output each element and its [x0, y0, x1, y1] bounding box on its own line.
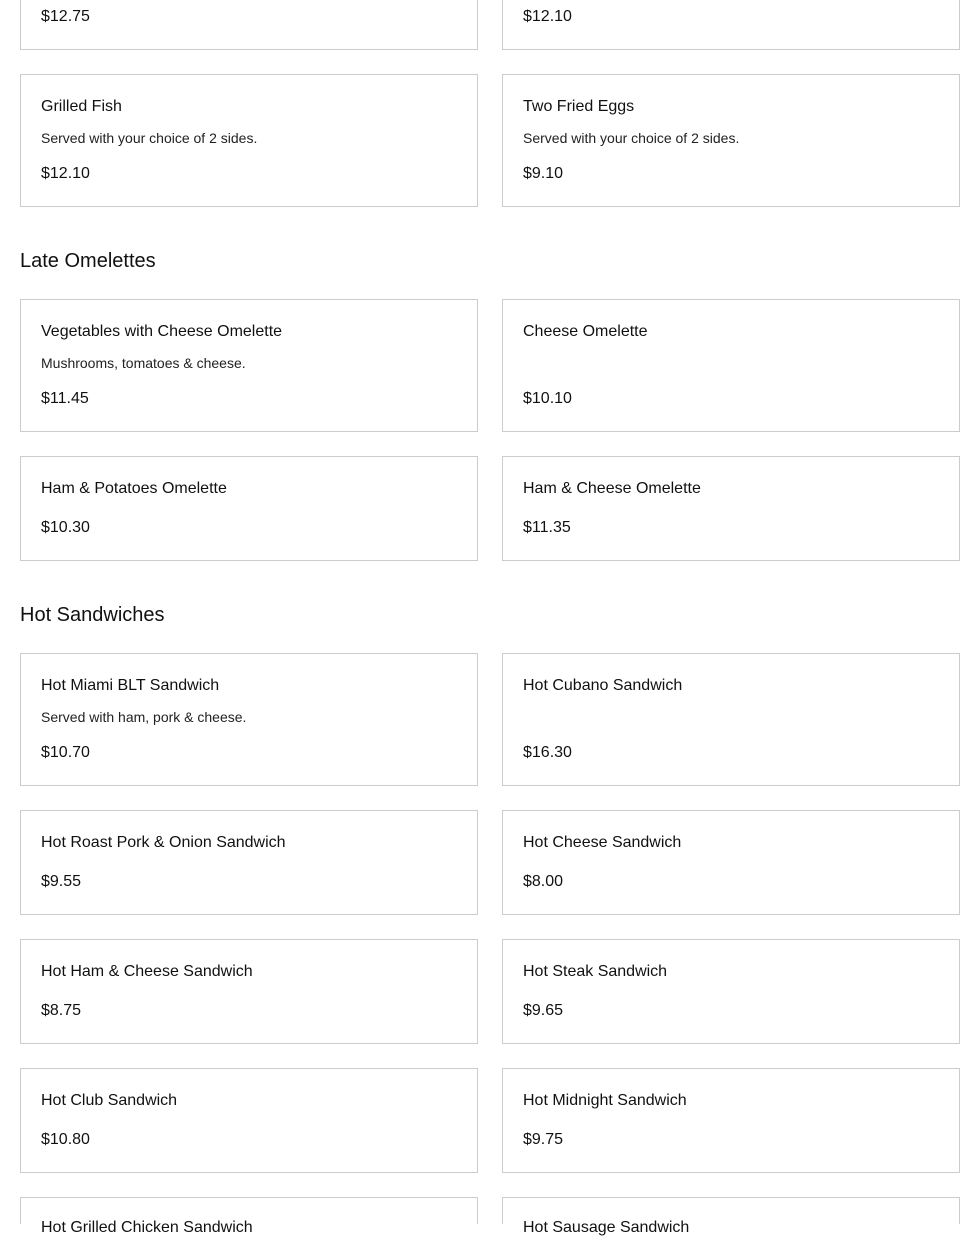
item-price: $10.80 — [41, 1131, 90, 1148]
menu-item-card[interactable] — [20, 653, 478, 786]
item-name: Hot Club Sandwich — [41, 1092, 178, 1109]
item-name: Hot Sausage Sandwich — [523, 1219, 690, 1236]
item-price: $10.70 — [41, 744, 90, 761]
menu-item-card[interactable] — [502, 939, 960, 1044]
item-name: Cheese Omelette — [523, 323, 648, 340]
item-name: Hot Roast Pork & Onion Sandwich — [41, 834, 286, 851]
item-description: Served with your choice of 2 sides. — [41, 130, 258, 146]
item-name: Two Fried Eggs — [523, 98, 635, 115]
menu-item-card[interactable] — [20, 939, 478, 1044]
item-name: Hot Steak Sandwich — [523, 963, 668, 980]
menu-item-card[interactable] — [20, 74, 478, 207]
menu-item-card[interactable] — [20, 1068, 478, 1173]
item-name: Hot Grilled Chicken Sandwich — [41, 1219, 253, 1236]
menu-item-card[interactable] — [20, 0, 478, 50]
section-title-hot-sandwiches: Hot Sandwiches — [20, 604, 165, 626]
item-description: Served with ham, pork & cheese. — [41, 709, 247, 725]
item-price: $9.75 — [523, 1131, 564, 1148]
item-price: $11.35 — [523, 519, 571, 536]
menu-item-card[interactable] — [502, 456, 960, 561]
menu-item-card[interactable] — [502, 299, 960, 432]
item-name: Hot Ham & Cheese Sandwich — [41, 963, 253, 980]
item-price: $9.55 — [41, 873, 82, 890]
menu-item-card[interactable] — [20, 1197, 478, 1236]
menu-item-card[interactable] — [502, 653, 960, 786]
item-price: $9.10 — [523, 165, 564, 182]
menu-item-card[interactable] — [502, 1197, 960, 1236]
menu-item-card[interactable] — [502, 1068, 960, 1173]
menu-item-card[interactable] — [502, 810, 960, 915]
item-name: Hot Cubano Sandwich — [523, 677, 683, 694]
item-name: Hot Cheese Sandwich — [523, 834, 682, 851]
item-name: Ham & Potatoes Omelette — [41, 480, 227, 497]
item-price: $10.10 — [523, 390, 572, 407]
menu-item-card[interactable] — [502, 0, 960, 50]
item-description: Served with your choice of 2 sides. — [523, 130, 740, 146]
menu-item-card[interactable] — [20, 810, 478, 915]
section-title-late-omelettes: Late Omelettes — [20, 250, 156, 272]
item-price: $8.75 — [41, 1002, 82, 1019]
menu-item-card[interactable] — [20, 299, 478, 432]
item-description: Mushrooms, tomatoes & cheese. — [41, 355, 246, 371]
item-price: $9.65 — [523, 1002, 564, 1019]
item-name: Ham & Cheese Omelette — [523, 480, 701, 497]
item-price: $16.30 — [523, 744, 572, 761]
item-name: Grilled Fish — [41, 98, 122, 115]
item-price: $12.10 — [523, 8, 572, 25]
item-name: Hot Midnight Sandwich — [523, 1092, 687, 1109]
item-price: $8.00 — [523, 873, 564, 890]
item-name: Vegetables with Cheese Omelette — [41, 323, 283, 340]
item-price: $12.10 — [41, 165, 90, 182]
menu-item-card[interactable] — [502, 74, 960, 207]
menu-item-card[interactable] — [20, 456, 478, 561]
item-name: Hot Miami BLT Sandwich — [41, 677, 220, 694]
item-price: $12.75 — [41, 8, 90, 25]
item-price: $10.30 — [41, 519, 90, 536]
item-price: $11.45 — [41, 390, 89, 407]
